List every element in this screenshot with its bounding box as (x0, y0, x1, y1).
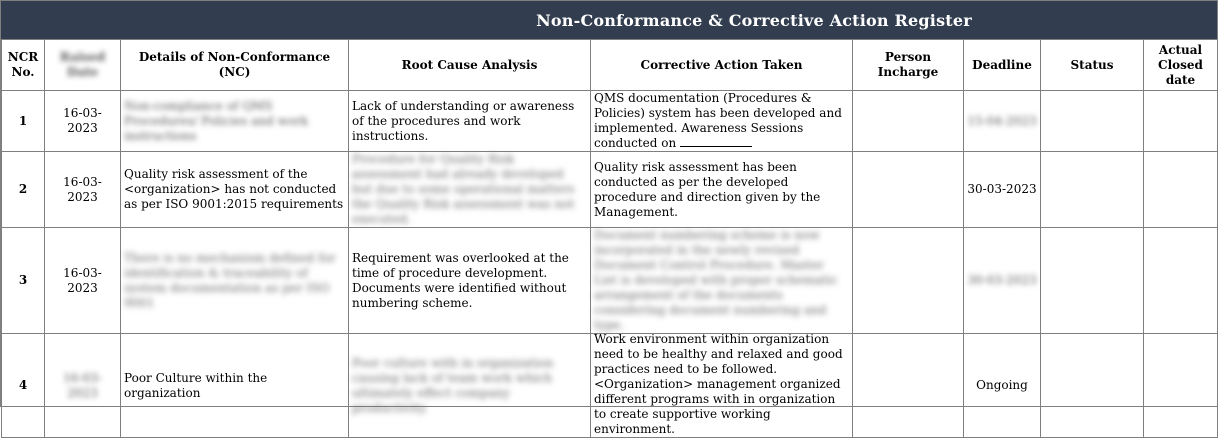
details-cell: Quality risk assessment of the <organization> has not conducted as per ISO 9001:2015 requirements (121, 152, 349, 228)
details-cell (121, 91, 349, 152)
closed-date-cell (1144, 334, 1218, 438)
header-root-cause: Root Cause Analysis (349, 40, 591, 91)
header-actual-closed-date: Actual Closed date (1144, 40, 1218, 91)
header-deadline: Deadline (964, 40, 1041, 91)
status-cell (1041, 152, 1144, 228)
status-cell (1041, 91, 1144, 152)
root-cause-cell (349, 334, 591, 438)
header-person-incharge: Person Incharge (853, 40, 964, 91)
details-cell (121, 228, 349, 334)
raised-date-cell: 16-03-2023 (45, 152, 121, 228)
corrective-action-text: QMS documentation (Procedures & Policies) system has been developed and implemented. Awareness Sessions conducted on (594, 91, 842, 150)
person-cell (853, 152, 964, 228)
root-cause-cell: Requirement was overlooked at the time of procedure development. Documents were identified without numbering scheme. (349, 228, 591, 334)
raised-date-text: 16-03-2023 (63, 370, 102, 400)
corrective-action-cell (591, 334, 853, 438)
root-cause-cell (349, 152, 591, 228)
raised-date-cell: 16-03-2023 (45, 91, 121, 152)
header-corrective-action: Corrective Action Taken (591, 40, 853, 91)
closed-date-cell (1144, 152, 1218, 228)
header-raised-date-label: Raised Date (59, 50, 106, 79)
deadline-cell (964, 91, 1041, 152)
deadline-text: 15-04-2023 (967, 113, 1037, 128)
person-cell (853, 228, 964, 334)
header-row (2, 40, 1218, 91)
table-row (2, 91, 1218, 152)
raised-date-cell (45, 334, 121, 438)
raised-date-cell: 16-03-2023 (45, 228, 121, 334)
details-cell: Poor Culture within the organization (121, 334, 349, 438)
ncr-number-cell: 1 (2, 91, 45, 152)
header-status: Status (1041, 40, 1144, 91)
blank-fill-line (680, 136, 752, 147)
table-row (2, 152, 1218, 228)
register-title: Non-Conformance & Corrective Action Register (1, 1, 1217, 39)
details-text: There is no mechanism defined for identification & traceability of system documentation as per ISO 9001 (124, 250, 336, 310)
ncr-number-cell: 2 (2, 152, 45, 228)
root-cause-cell: Lack of understanding or awareness of the procedures and work instructions. (349, 91, 591, 152)
deadline-cell (964, 228, 1041, 334)
deadline-cell: 30-03-2023 (964, 152, 1041, 228)
header-ncr-no: NCR No. (2, 40, 45, 91)
status-cell (1041, 334, 1144, 438)
corrective-action-text: Work environment within organization need to be healthy and relaxed and good practices need to be followed. <Organization> management organized different programs with in organization to create supportive working environment. (594, 332, 843, 436)
closed-date-cell (1144, 91, 1218, 152)
header-raised-date (45, 40, 121, 91)
status-cell (1041, 228, 1144, 334)
ncr-number-cell: 3 (2, 228, 45, 334)
corrective-action-cell (591, 91, 853, 152)
deadline-text: 30-03-2023 (967, 273, 1037, 287)
person-cell (853, 91, 964, 152)
header-details: Details of Non-Conformance (NC) (121, 40, 349, 91)
root-cause-text: Poor culture with in organization causing lack of team work which ultimately effect company productivity. (352, 355, 554, 415)
corrective-action-text: Document numbering scheme is now incorporated in the newly revised Document Control Procedure. Master List is developed with proper schematic arrangement of the documents considering document numbering and type. (594, 228, 838, 332)
deadline-cell: Ongoing (964, 334, 1041, 438)
corrective-action-cell (591, 228, 853, 334)
details-text: Non-compliance of QMS Procedures/ Policies and work instructions (124, 98, 309, 143)
person-cell (853, 334, 964, 438)
ncr-table (1, 39, 1218, 438)
closed-date-cell (1144, 228, 1218, 334)
corrective-action-cell: Quality risk assessment has been conducted as per the developed procedure and direction given by the Management. (591, 152, 853, 228)
root-cause-text: Procedure for Quality Risk assessment had already developed but due to some operational matters the Quality Risk assessment was not executed. (352, 152, 575, 226)
table-row (2, 228, 1218, 334)
ncr-number-cell: 4 (2, 334, 45, 438)
table-row (2, 334, 1218, 438)
